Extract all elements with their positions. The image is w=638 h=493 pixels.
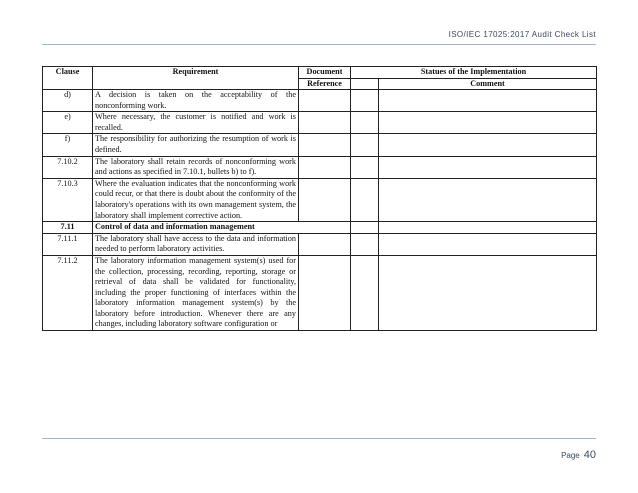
- clause-cell: 7.11.1: [43, 233, 93, 255]
- col-header-document-reference: Reference: [299, 78, 351, 90]
- requirement-cell: The responsibility for authorizing the resumption of work is defined.: [93, 134, 299, 156]
- clause-cell: 7.10.2: [43, 156, 93, 178]
- section-row: [43, 222, 597, 234]
- footer-divider: [42, 438, 596, 439]
- requirement-cell: The laboratory shall retain records of nonconforming work and actions as specified in 7.10.1, bullets b) to f).: [93, 156, 299, 178]
- document-reference-cell[interactable]: [299, 134, 351, 156]
- clause-cell: 7.11.2: [43, 255, 93, 330]
- clause-cell: d): [43, 90, 93, 112]
- table-row: [43, 156, 597, 178]
- status-mark-cell[interactable]: [351, 233, 379, 255]
- table-row: [43, 134, 597, 156]
- table-row: [43, 178, 597, 221]
- header-divider: [42, 44, 596, 45]
- page-number: [561, 445, 596, 463]
- document-reference-cell[interactable]: [299, 90, 351, 112]
- comment-cell[interactable]: [379, 112, 597, 134]
- document-reference-cell[interactable]: [299, 178, 351, 221]
- status-mark-cell[interactable]: [351, 255, 379, 330]
- page-number-value: 40: [583, 449, 596, 461]
- requirement-cell: The laboratory information management system(s) used for the collection, processing, recording, reporting, storage or retrieval of data shall be validated for functionality, including the proper functioning of interfaces within the laboratory information management system(s) by the laboratory before introduction. Whenever there are any changes, including laboratory software configuration or: [93, 255, 299, 330]
- header-row: [43, 67, 597, 79]
- status-mark-cell[interactable]: [351, 112, 379, 134]
- table-row: [43, 233, 597, 255]
- comment-cell[interactable]: [379, 233, 597, 255]
- requirement-cell: The laboratory shall have access to the data and information needed to perform laboratory activities.: [93, 233, 299, 255]
- comment-cell[interactable]: [379, 90, 597, 112]
- comment-cell[interactable]: [379, 178, 597, 221]
- document-reference-cell[interactable]: [299, 255, 351, 330]
- table-row: [43, 112, 597, 134]
- requirement-cell: Where necessary, the customer is notified and work is recalled.: [93, 112, 299, 134]
- comment-cell: [379, 222, 597, 234]
- requirement-cell: Control of data and information management: [93, 222, 351, 234]
- table-row: [43, 255, 597, 330]
- page-label: Page: [561, 451, 580, 460]
- status-mark-cell: [351, 222, 379, 234]
- document-title: ISO/IEC 17025:2017 Audit Check List: [448, 30, 596, 39]
- document-reference-cell[interactable]: [299, 156, 351, 178]
- col-header-requirement: Requirement: [93, 67, 299, 90]
- status-mark-cell[interactable]: [351, 90, 379, 112]
- document-reference-cell[interactable]: [299, 112, 351, 134]
- status-mark-cell[interactable]: [351, 134, 379, 156]
- comment-cell[interactable]: [379, 255, 597, 330]
- table-row: [43, 90, 597, 112]
- document-reference-cell[interactable]: [299, 233, 351, 255]
- requirement-cell: A decision is taken on the acceptability of the nonconforming work.: [93, 90, 299, 112]
- col-header-comment: Comment: [379, 78, 597, 90]
- clause-cell: f): [43, 134, 93, 156]
- col-header-clause: Clause: [43, 67, 93, 90]
- clause-cell: e): [43, 112, 93, 134]
- comment-cell[interactable]: [379, 134, 597, 156]
- status-mark-cell[interactable]: [351, 156, 379, 178]
- col-header-status-mark: [351, 78, 379, 90]
- requirement-cell: Where the evaluation indicates that the nonconforming work could recur, or that there is doubt about the conformity of the laboratory's operations with its own management system, the laboratory shall implement corrective action.: [93, 178, 299, 221]
- clause-cell: 7.11: [43, 222, 93, 234]
- comment-cell[interactable]: [379, 156, 597, 178]
- status-mark-cell[interactable]: [351, 178, 379, 221]
- col-header-document: Document: [299, 67, 351, 79]
- audit-checklist-table: [42, 66, 597, 331]
- clause-cell: 7.10.3: [43, 178, 93, 221]
- col-header-status: Statues of the Implementation: [351, 67, 597, 79]
